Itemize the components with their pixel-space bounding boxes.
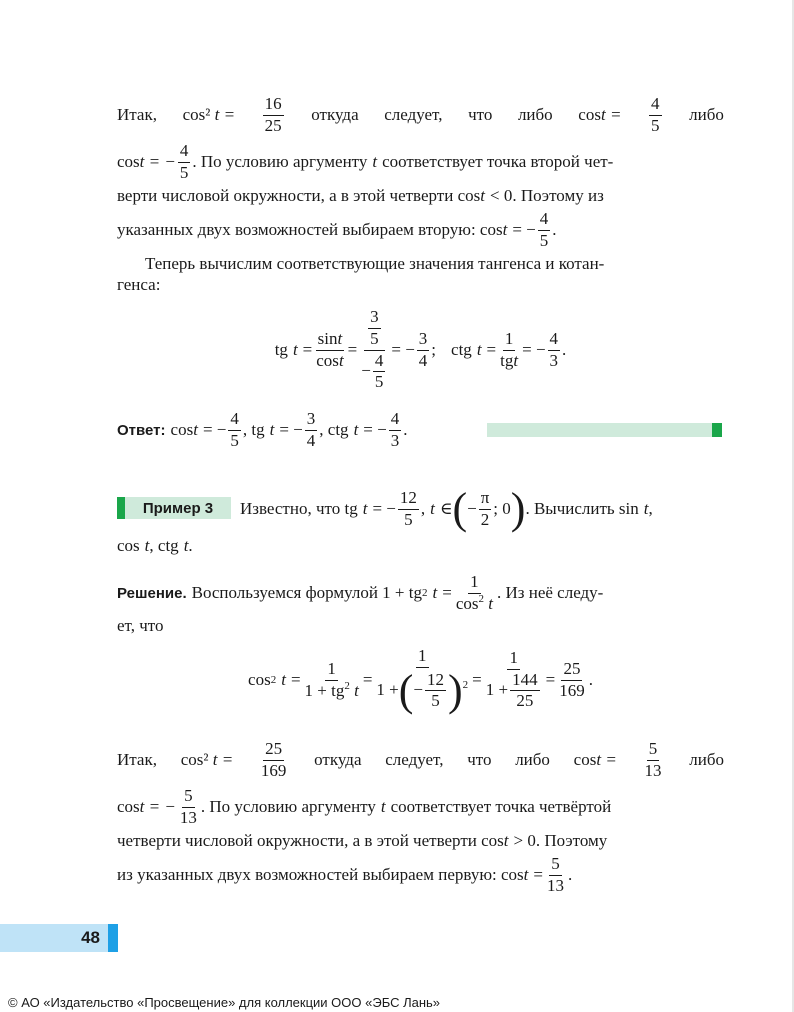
fraction: $\frac{3}{4}$ xyxy=(306,408,316,450)
answer-label: Ответ: xyxy=(117,421,166,439)
fraction: $\frac{4}{5}$ xyxy=(230,408,239,450)
text: t xyxy=(372,152,378,171)
word: что xyxy=(467,750,492,769)
text: cos xyxy=(117,797,140,816)
text: = xyxy=(302,340,313,359)
expr: cost = xyxy=(578,105,622,124)
text: , ctg xyxy=(319,420,349,439)
text: = xyxy=(533,865,543,884)
text: = − xyxy=(372,499,396,518)
text: , tg xyxy=(242,420,265,439)
text: . По условию аргументу xyxy=(192,152,368,171)
expr: cos² t = xyxy=(180,750,234,769)
text: cos xyxy=(117,152,140,171)
word: откуда xyxy=(311,105,359,124)
fraction: $\frac{1}{\cos^2 t}$ xyxy=(455,571,493,613)
answer-line xyxy=(117,410,487,450)
fraction: $\frac{4}{5}$ xyxy=(651,93,660,135)
expr: cost = xyxy=(573,750,617,769)
text: = − xyxy=(522,340,546,359)
fraction: $\frac{\pi}{2}$ xyxy=(480,487,490,529)
word: Итак, xyxy=(117,750,157,769)
text: t xyxy=(476,340,482,359)
equation-cos2: cos 2 t = $\frac{1}{1 + tg^2 t}$ = 1 1 +(− $\frac{12}{5}$ )$^2$ = 1 1 + $\frac{144}{25}$ = $\frac{25}{169}$ . xyxy=(248,646,593,715)
text: . xyxy=(403,420,408,439)
word: следует, xyxy=(385,750,444,769)
example-label: Пример 3 xyxy=(125,497,231,519)
fraction: $\frac{5}{13}$ xyxy=(644,738,662,780)
text: tg xyxy=(274,340,288,359)
fraction: $\frac{4}{5}$ xyxy=(539,208,549,250)
answer-decoration-bar xyxy=(487,423,712,437)
text: ет, что xyxy=(117,616,164,635)
text: cos xyxy=(248,670,271,689)
page-number-accent xyxy=(108,924,118,952)
text: = − xyxy=(202,420,227,439)
text: t xyxy=(432,583,438,602)
text: из указанных двух возможностей выбираем первую: cos xyxy=(117,865,524,884)
text: t xyxy=(269,420,275,439)
text: . Из неё следу- xyxy=(496,583,604,602)
text: < 0. Поэтому из xyxy=(489,186,604,205)
word: откуда xyxy=(314,750,362,769)
text: , xyxy=(420,499,426,518)
text: Известно, что tg xyxy=(240,499,358,518)
paren-open: ( xyxy=(452,484,468,533)
page-number: 48 xyxy=(81,928,100,947)
text: t xyxy=(643,499,649,518)
complex-fraction: $\frac{3}{5}$ − $\frac{4}{5}$ xyxy=(361,307,384,392)
text: . xyxy=(552,220,557,239)
text: cos xyxy=(117,536,140,555)
text: t xyxy=(380,797,386,816)
text: = xyxy=(362,670,373,689)
fraction: $\frac{5}{13}$ xyxy=(546,853,564,895)
text: = − xyxy=(391,340,415,359)
text: = xyxy=(486,340,497,359)
text: t xyxy=(193,420,198,439)
paren-close: ) xyxy=(510,484,526,533)
text: ; xyxy=(431,340,437,359)
text: = xyxy=(290,670,301,689)
text: соответствует точка четвёртой xyxy=(390,797,612,816)
fraction: $\frac{\sin t}{\cos t}$ xyxy=(316,328,344,370)
p1-line-1 xyxy=(117,95,724,135)
text: t xyxy=(523,865,529,884)
fraction: $\frac{1}{\text{tgt}}$ xyxy=(500,328,519,370)
word: Итак, xyxy=(117,105,157,124)
text: ctg xyxy=(451,340,472,359)
expr: cos² t = xyxy=(182,105,236,124)
example-marker xyxy=(117,497,125,519)
text: = xyxy=(545,670,556,689)
answer-decoration-end xyxy=(712,423,722,437)
fraction: $\frac{4}{3}$ xyxy=(390,408,400,450)
text: = xyxy=(442,583,452,602)
text: , ctg xyxy=(149,536,179,555)
text: указанных двух возможностей выбираем вторую: cos xyxy=(117,220,503,239)
text: ∈ xyxy=(439,499,453,518)
example-line-2 xyxy=(117,526,724,566)
text: t xyxy=(183,536,189,555)
word: либо xyxy=(689,750,724,769)
text: cos xyxy=(170,420,194,439)
text: . xyxy=(567,865,573,884)
text: = − xyxy=(363,420,387,439)
text: t = − xyxy=(139,152,176,171)
solution-line-1: Решение. Воспользуемся формулой 1 + tg 2 t = $\frac{1}{\cos^2 t}$ . Из неё следу- xyxy=(117,571,604,613)
fraction: $\frac{12}{5}$ xyxy=(399,487,417,529)
text: . xyxy=(562,340,567,359)
text: t xyxy=(144,536,150,555)
fraction: $\frac{25}{169}$ xyxy=(559,658,585,700)
copyright-footer: © АО «Издательство «Просвещение» для коллекции ООО «ЭБС Лань» xyxy=(8,995,441,1010)
word: либо xyxy=(689,105,724,124)
text: четверти числовой окружности, а в этой четверти cos xyxy=(117,831,504,850)
word: что xyxy=(468,105,493,124)
p3-line-4 xyxy=(117,855,724,895)
example-line-1: Известно, что tg t = − $\frac{12}{5}$ , t ∈ ( − $\frac{\pi}{2}$ ; 0 ) . Вычислить sin t , xyxy=(240,484,653,533)
text: = − xyxy=(279,420,303,439)
text: верти числовой окружности, а в этой четверти cos xyxy=(117,186,481,205)
text: = xyxy=(347,340,358,359)
p3-line-1 xyxy=(117,740,724,780)
text: t xyxy=(480,186,485,205)
fraction: 1 1 + $\frac{144}{25}$ xyxy=(485,647,538,711)
fraction: $\frac{5}{13}$ xyxy=(179,785,197,827)
text: Воспользуемся формулой 1 + tg xyxy=(191,583,422,602)
text: t xyxy=(362,499,368,518)
fraction: $\frac{3}{4}$ xyxy=(418,328,428,370)
word: следует, xyxy=(384,105,443,124)
text: соответствует точка второй чет- xyxy=(382,152,614,171)
text: t = − xyxy=(139,797,176,816)
text: t xyxy=(502,220,508,239)
text: . xyxy=(588,670,593,689)
text: = xyxy=(472,670,482,689)
page-number-bar xyxy=(0,924,108,952)
text: . xyxy=(188,536,193,555)
fraction: $\frac{16}{25}$ xyxy=(264,93,282,135)
solution-label: Решение. xyxy=(117,584,187,602)
text: t xyxy=(430,499,435,518)
text: ; 0 xyxy=(493,499,511,518)
text: генса: xyxy=(117,275,161,294)
text: . По условию аргументу xyxy=(200,797,376,816)
text: = − xyxy=(512,220,536,239)
fraction: $\frac{4}{3}$ xyxy=(549,328,559,370)
text: > 0. Поэтому xyxy=(513,831,608,850)
word: либо xyxy=(515,750,550,769)
text: t xyxy=(353,420,359,439)
text: t xyxy=(503,831,509,850)
word: либо xyxy=(517,105,553,124)
text: t xyxy=(281,670,286,689)
text: Теперь вычислим соответствующие значения тангенса и котан- xyxy=(145,254,605,273)
fraction: $\frac{4}{5}$ xyxy=(179,140,189,182)
text: . Вычислить sin xyxy=(525,499,639,518)
text: t xyxy=(292,340,298,359)
fraction: 1 1 +(− $\frac{12}{5}$ )$^2$ xyxy=(376,646,469,715)
fraction: $\frac{25}{169}$ xyxy=(260,738,287,780)
equation-tg-ctg xyxy=(117,307,724,392)
p2-line-2 xyxy=(117,265,724,305)
fraction: $\frac{1}{1 + tg^2 t}$ xyxy=(304,658,359,700)
